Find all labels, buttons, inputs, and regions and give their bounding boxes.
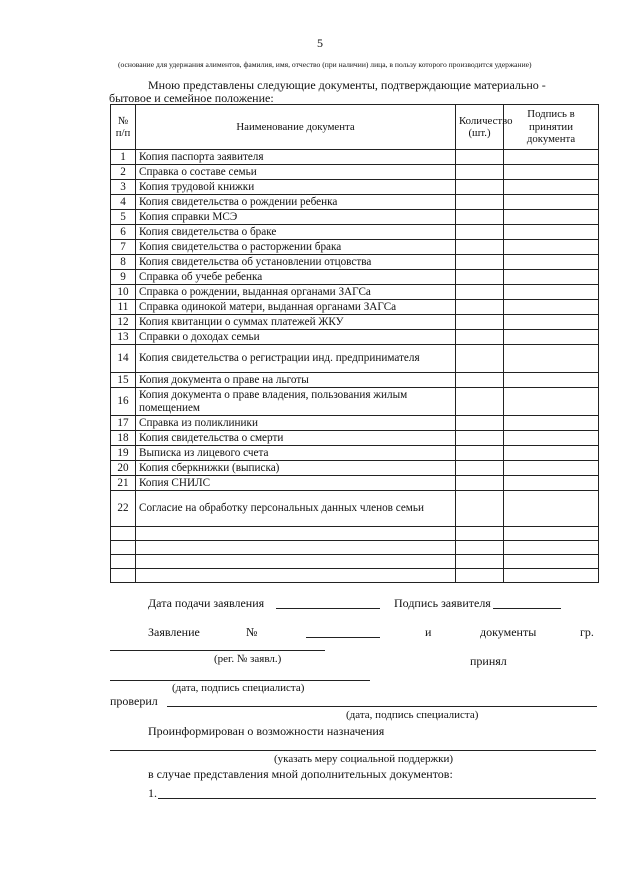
row-quantity-cell[interactable] xyxy=(456,555,504,569)
row-document-name: Справка из поликлиники xyxy=(136,416,456,431)
additional-item-number: 1. xyxy=(148,786,157,800)
table-row xyxy=(111,431,599,446)
row-document-name: Копия свидетельства о рождении ребенка xyxy=(136,195,456,210)
row-number: 5 xyxy=(111,210,136,225)
support-measure-note: (указать меру социальной поддержки) xyxy=(274,753,453,765)
row-signature-cell[interactable] xyxy=(504,461,599,476)
row-document-name: Копия свидетельства о регистрации инд. предпринимателя xyxy=(136,345,456,373)
row-document-name: Справка о составе семьи xyxy=(136,165,456,180)
row-number: 21 xyxy=(111,476,136,491)
table-row xyxy=(111,150,599,165)
row-number: 11 xyxy=(111,300,136,315)
row-document-name: Копия документа о праве на льготы xyxy=(136,373,456,388)
row-quantity-cell[interactable] xyxy=(456,373,504,388)
empty-table-row xyxy=(111,527,599,541)
row-signature-cell[interactable] xyxy=(504,446,599,461)
row-document-name: Копия справки МСЭ xyxy=(136,210,456,225)
table-row xyxy=(111,461,599,476)
informed-text: Проинформирован о возможности назначения xyxy=(148,724,385,738)
row-signature-cell[interactable] xyxy=(504,285,599,300)
row-number: 12 xyxy=(111,315,136,330)
row-quantity-cell[interactable] xyxy=(456,388,504,416)
row-quantity-cell[interactable] xyxy=(456,461,504,476)
row-quantity-cell[interactable] xyxy=(456,165,504,180)
statement-label: Заявление xyxy=(148,625,200,639)
row-number: 1 xyxy=(111,150,136,165)
table-row xyxy=(111,388,599,416)
row-quantity-cell[interactable] xyxy=(456,541,504,555)
row-quantity-cell[interactable] xyxy=(456,527,504,541)
row-document-name: Копия паспорта заявителя xyxy=(136,150,456,165)
row-quantity-cell[interactable] xyxy=(456,431,504,446)
table-row xyxy=(111,315,599,330)
row-signature-cell[interactable] xyxy=(504,345,599,373)
row-number: 19 xyxy=(111,446,136,461)
row-document-name: Копия свидетельства об установлении отцовства xyxy=(136,255,456,270)
row-document-name: Справка одинокой матери, выданная органами ЗАГСа xyxy=(136,300,456,315)
header-number: № п/п xyxy=(111,105,136,150)
support-measure-field[interactable] xyxy=(110,750,596,751)
row-document-name: Согласие на обработку персональных данных членов семьи xyxy=(136,491,456,527)
check-date-signature-note: (дата, подпись специалиста) xyxy=(346,709,479,721)
row-number: 17 xyxy=(111,416,136,431)
row-quantity-cell[interactable] xyxy=(456,270,504,285)
row-quantity-cell[interactable] xyxy=(456,210,504,225)
table-row xyxy=(111,330,599,345)
additional-documents-text: в случае представления мной дополнительных документов: xyxy=(148,767,453,781)
row-signature-cell[interactable] xyxy=(504,180,599,195)
row-document-name: Копия документа о праве владения, пользования жилым помещением xyxy=(136,388,456,416)
row-document-name: Копия свидетельства о смерти xyxy=(136,431,456,446)
table-row xyxy=(111,446,599,461)
row-document-name: Выписка из лицевого счета xyxy=(136,446,456,461)
row-signature-cell[interactable] xyxy=(504,491,599,527)
row-signature-cell[interactable] xyxy=(504,150,599,165)
empty-table-row xyxy=(111,541,599,555)
intro-text-line1: Мною представлены следующие документы, подтверждающие материально - xyxy=(148,78,546,92)
row-document-name: Копия свидетельства о браке xyxy=(136,225,456,240)
table-row xyxy=(111,300,599,315)
table-row xyxy=(111,491,599,527)
row-signature-cell[interactable] xyxy=(504,541,599,555)
row-number: 10 xyxy=(111,285,136,300)
row-document-name: Копия СНИЛС xyxy=(136,476,456,491)
row-number: 14 xyxy=(111,345,136,373)
row-quantity-cell[interactable] xyxy=(456,569,504,583)
row-number: 2 xyxy=(111,165,136,180)
row-signature-cell[interactable] xyxy=(504,270,599,285)
row-signature-cell[interactable] xyxy=(504,240,599,255)
row-number: 15 xyxy=(111,373,136,388)
row-document-name: Справка об учебе ребенка xyxy=(136,270,456,285)
check-date-signature-field[interactable] xyxy=(167,706,597,707)
row-document-name: Копия сберкнижки (выписка) xyxy=(136,461,456,476)
row-signature-cell[interactable] xyxy=(504,555,599,569)
header-signature: Подпись в принятии документа xyxy=(504,105,599,150)
row-document-name: Справки о доходах семьи xyxy=(136,330,456,345)
table-row xyxy=(111,225,599,240)
row-signature-cell[interactable] xyxy=(504,315,599,330)
row-number: 7 xyxy=(111,240,136,255)
row-signature-cell[interactable] xyxy=(504,330,599,345)
row-quantity-cell[interactable] xyxy=(456,195,504,210)
row-quantity-cell[interactable] xyxy=(456,300,504,315)
row-number: 6 xyxy=(111,225,136,240)
row-quantity-cell[interactable] xyxy=(456,491,504,527)
row-quantity-cell[interactable] xyxy=(456,240,504,255)
row-signature-cell[interactable] xyxy=(504,225,599,240)
row-document-name: Копия квитанции о суммах платежей ЖКУ xyxy=(136,315,456,330)
row-signature-cell[interactable] xyxy=(504,210,599,225)
submission-date-label: Дата подачи заявления xyxy=(148,596,265,610)
table-row xyxy=(111,416,599,431)
row-signature-cell[interactable] xyxy=(504,527,599,541)
table-row xyxy=(111,255,599,270)
row-signature-cell[interactable] xyxy=(504,476,599,491)
row-document-name: Копия свидетельства о расторжении брака xyxy=(136,240,456,255)
row-signature-cell[interactable] xyxy=(504,373,599,388)
citizen-label: гр. xyxy=(580,625,594,639)
statement-number-field[interactable] xyxy=(306,637,380,638)
row-signature-cell[interactable] xyxy=(504,388,599,416)
empty-table-row xyxy=(111,555,599,569)
registration-number-note: (рег. № заявл.) xyxy=(214,653,282,665)
documents-table xyxy=(110,104,599,583)
row-quantity-cell[interactable] xyxy=(456,330,504,345)
row-quantity-cell[interactable] xyxy=(456,150,504,165)
table-row xyxy=(111,373,599,388)
table-row xyxy=(111,345,599,373)
table-row xyxy=(111,210,599,225)
row-signature-cell[interactable] xyxy=(504,569,599,583)
row-number: 13 xyxy=(111,330,136,345)
table-row xyxy=(111,240,599,255)
empty-table-row xyxy=(111,569,599,583)
row-signature-cell[interactable] xyxy=(504,165,599,180)
row-number: 18 xyxy=(111,431,136,446)
row-signature-cell[interactable] xyxy=(504,431,599,446)
row-quantity-cell[interactable] xyxy=(456,446,504,461)
row-quantity-cell[interactable] xyxy=(456,225,504,240)
row-quantity-cell[interactable] xyxy=(456,315,504,330)
intro-text-line2: бытовое и семейное положение: xyxy=(109,91,274,105)
additional-document-field[interactable] xyxy=(158,798,596,799)
row-number: 20 xyxy=(111,461,136,476)
row-number: 4 xyxy=(111,195,136,210)
row-quantity-cell[interactable] xyxy=(456,255,504,270)
row-signature-cell[interactable] xyxy=(504,195,599,210)
row-signature-cell[interactable] xyxy=(504,255,599,270)
row-document-name: Копия трудовой книжки xyxy=(136,180,456,195)
table-row xyxy=(111,270,599,285)
checked-label: проверил xyxy=(110,694,158,708)
table-row xyxy=(111,195,599,210)
row-quantity-cell[interactable] xyxy=(456,476,504,491)
table-row xyxy=(111,165,599,180)
row-signature-cell[interactable] xyxy=(504,300,599,315)
row-number: 9 xyxy=(111,270,136,285)
row-quantity-cell[interactable] xyxy=(456,180,504,195)
accepted-label: принял xyxy=(470,654,507,668)
and-label: и xyxy=(425,625,432,639)
applicant-signature-label: Подпись заявителя xyxy=(394,596,491,610)
documents-label: документы xyxy=(480,625,537,639)
header-document-name: Наименование документа xyxy=(136,105,456,150)
table-row xyxy=(111,180,599,195)
row-number: 8 xyxy=(111,255,136,270)
row-number: 16 xyxy=(111,388,136,416)
row-document-name: Справка о рождении, выданная органами ЗАГСа xyxy=(136,285,456,300)
header-quantity: Количество (шт.) xyxy=(456,105,504,150)
table-row xyxy=(111,285,599,300)
row-quantity-cell[interactable] xyxy=(456,345,504,373)
acceptance-date-signature-field[interactable] xyxy=(110,680,370,681)
alimony-basis-note: (основание для удержания алиментов, фамилия, имя, отчество (при наличии) лица, в пользу которого производится удержание) xyxy=(118,60,532,69)
row-signature-cell[interactable] xyxy=(504,416,599,431)
row-quantity-cell[interactable] xyxy=(456,416,504,431)
row-number: 22 xyxy=(111,491,136,527)
table-row xyxy=(111,476,599,491)
number-sign: № xyxy=(246,625,258,639)
row-number: 3 xyxy=(111,180,136,195)
submission-date-field[interactable] xyxy=(276,608,380,609)
registration-number-field[interactable] xyxy=(110,650,325,651)
applicant-signature-field[interactable] xyxy=(493,608,561,609)
row-quantity-cell[interactable] xyxy=(456,285,504,300)
page-number: 5 xyxy=(317,36,323,50)
acceptance-date-signature-note: (дата, подпись специалиста) xyxy=(172,682,305,694)
